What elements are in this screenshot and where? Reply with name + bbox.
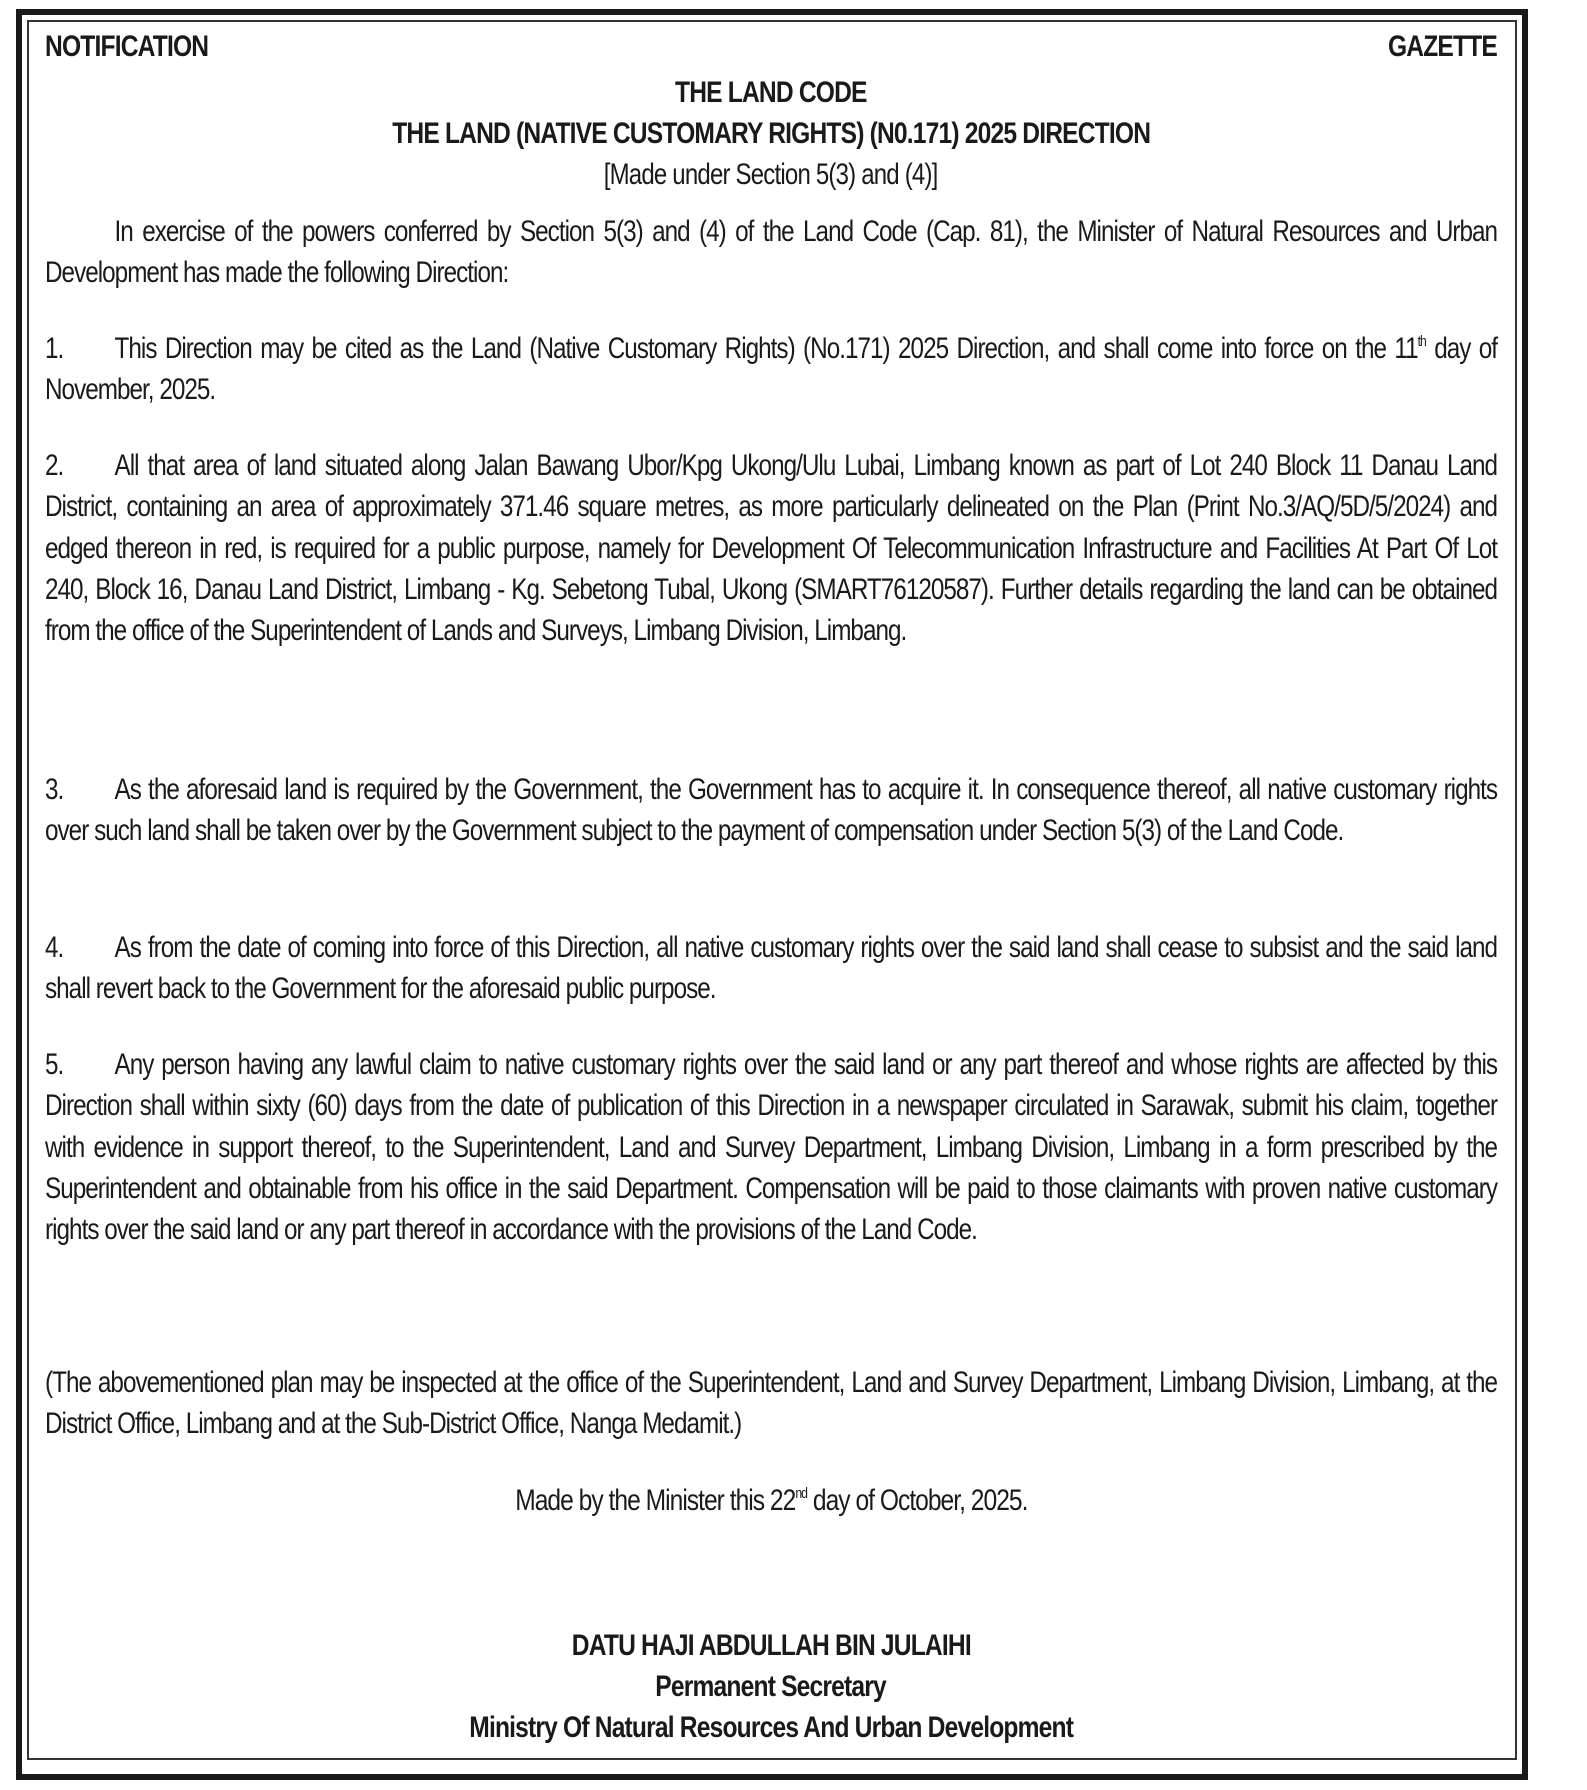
- notification-label: NOTIFICATION: [45, 30, 209, 63]
- gazette-notice: [45, 30, 1498, 1744]
- signature-block: [45, 1625, 1497, 1748]
- signatory-name: DATU HAJI ABDULLAH BIN JULAIHI: [571, 1629, 971, 1662]
- header-row: [45, 30, 1497, 74]
- signatory-ministry: Ministry Of Natural Resources And Urban Development: [469, 1711, 1073, 1744]
- made-by-line: [45, 1480, 1497, 1521]
- title-land-code: THE LAND CODE: [675, 76, 867, 109]
- clause-text: As from the date of coming into force of this Direction, all native customary rights over the said land shall cease to subsist and the said land shall revert back to the Government for the aforesaid public purpose.: [45, 931, 1498, 1006]
- clause-5: [45, 1044, 1497, 1250]
- clause-3: [45, 769, 1497, 852]
- made-by-text: Made by the Minister this 22: [514, 1484, 795, 1517]
- clause-text: This Direction may be cited as the Land (Native Customary Rights) (No.171) 2025 Direction, and shall come into force on the 11: [114, 332, 1418, 365]
- preamble-paragraph: [45, 211, 1497, 294]
- clause-text: As the aforesaid land is required by the Government, the Government has to acquire it. In consequence thereof, all native customary rights over such land shall be taken over by the Government subject to the payment of compensation under Section 5(3) of the Land Code.: [45, 773, 1498, 848]
- clause-text: All that area of land situated along Jalan Bawang Ubor/Kpg Ukong/Ulu Lubai, Limbang known as part of Lot 240 Block 11 Danau Land District, containing an area of approximately 371.46 square metres, as more particularly delineated on the Plan (Print No.3/AQ/5D/5/2024) and edged thereon in red, is required for a public purpose, namely for Development Of Telecommunication Infrastructure and Facilities At Part Of Lot 240, Block 16, Danau Land District, Limbang - Kg. Sebetong Tubal, Ukong (SMART76120587). Further details regarding the land can be obtained from the office of the Superintendent of Lands and Surveys, Limbang Division, Limbang.: [45, 449, 1498, 648]
- clause-number: 3.: [45, 773, 64, 806]
- preamble-text: In exercise of the powers conferred by Section 5(3) and (4) of the Land Code (Cap. 81), the Minister of Natural Resources and Urban Development has made the following Direction:: [45, 215, 1498, 290]
- clause-number: 4.: [45, 931, 64, 964]
- ordinal-suffix: th: [1417, 333, 1426, 350]
- note-text: (The abovementioned plan may be inspected at the office of the Superintendent, Land and Survey Department, Limbang Division, Limbang, at the District Office, Limbang and at the Sub-District Office, Nanga Medamit.): [45, 1366, 1498, 1441]
- clause-text-end: day of November, 2025.: [45, 332, 1498, 407]
- title-direction: THE LAND (NATIVE CUSTOMARY RIGHTS) (N0.171) 2025 DIRECTION: [392, 117, 1150, 150]
- clause-4: [45, 927, 1497, 1010]
- plan-inspection-note: [45, 1362, 1497, 1445]
- made-by-text-end: day of October, 2025.: [806, 1484, 1028, 1517]
- signatory-position: Permanent Secretary: [655, 1670, 887, 1703]
- title-made-under: [Made under Section 5(3) and (4)]: [604, 158, 938, 191]
- ordinal-suffix: nd: [794, 1485, 807, 1502]
- gazette-label: GAZETTE: [1387, 30, 1497, 63]
- title-block: [45, 72, 1497, 195]
- clause-number: 5.: [45, 1048, 64, 1081]
- clause-number: 2.: [45, 449, 64, 482]
- clause-1: [45, 328, 1497, 411]
- clause-2: [45, 445, 1497, 651]
- clause-number: 1.: [45, 332, 64, 365]
- clause-text: Any person having any lawful claim to native customary rights over the said land or any part thereof and whose rights are affected by this Direction shall within sixty (60) days from the date of publication of this Direction in a newspaper circulated in Sarawak, submit his claim, together with evidence in support thereof, to the Superintendent, Land and Survey Department, Limbang Division, Limbang in a form prescribed by the Superintendent and obtainable from his office in the said Department. Compensation will be paid to those claimants with proven native customary rights over the said land or any part thereof in accordance with the provisions of the Land Code.: [45, 1048, 1498, 1247]
